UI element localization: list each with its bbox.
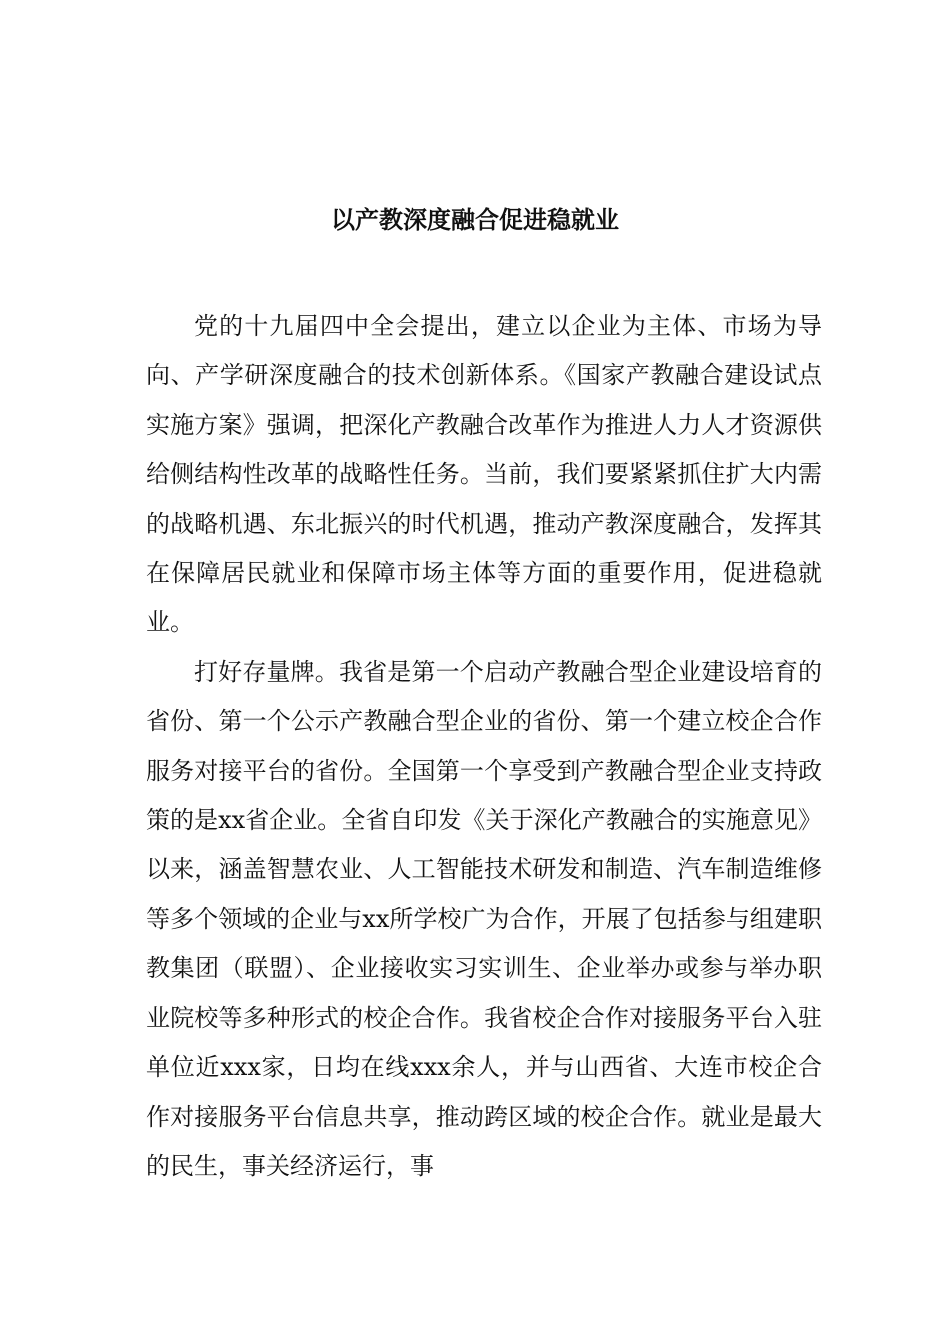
paragraph-2: 打好存量牌。我省是第一个启动产教融合型企业建设培育的省份、第一个公示产教融合型企业的省份、第一个建立校企合作服务对接平台的省份。全国第一个享受到产教融合型企业支持政策的是xx省企业。全省自印发《关于深化产教融合的实施意见》以来，涵盖智慧农业、人工智能技术研发和制造、汽车制造维修等多个领域的企业与xx所学校广为合作，开展了包括参与组建职教集团（联盟）、企业接收实习实训生、企业举办或参与举办职业院校等多种形式的校企合作。我省校企合作对接服务平台入驻单位近xxx家，日均在线xxx余人，并与山西省、大连市校企合作对接服务平台信息共享，推动跨区域的校企合作。就业是最大的民生，事关经济运行，事 (146, 657, 822, 1180)
paragraph-1: 党的十九届四中全会提出，建立以企业为主体、市场为导向、产学研深度融合的技术创新体系。《国家产教融合建设试点实施方案》强调，把深化产教融合改革作为推进人力人才资源供给侧结构性改革的战略性任务。当前，我们要紧紧抓住扩大内需的战略机遇、东北振兴的时代机遇，推动产教深度融合，发挥其在保障居民就业和保障市场主体等方面的重要作用，促进稳就业。 (146, 312, 822, 637)
document-body (146, 302, 822, 1191)
document-title: 以产教深度融合促进稳就业 (331, 205, 619, 234)
